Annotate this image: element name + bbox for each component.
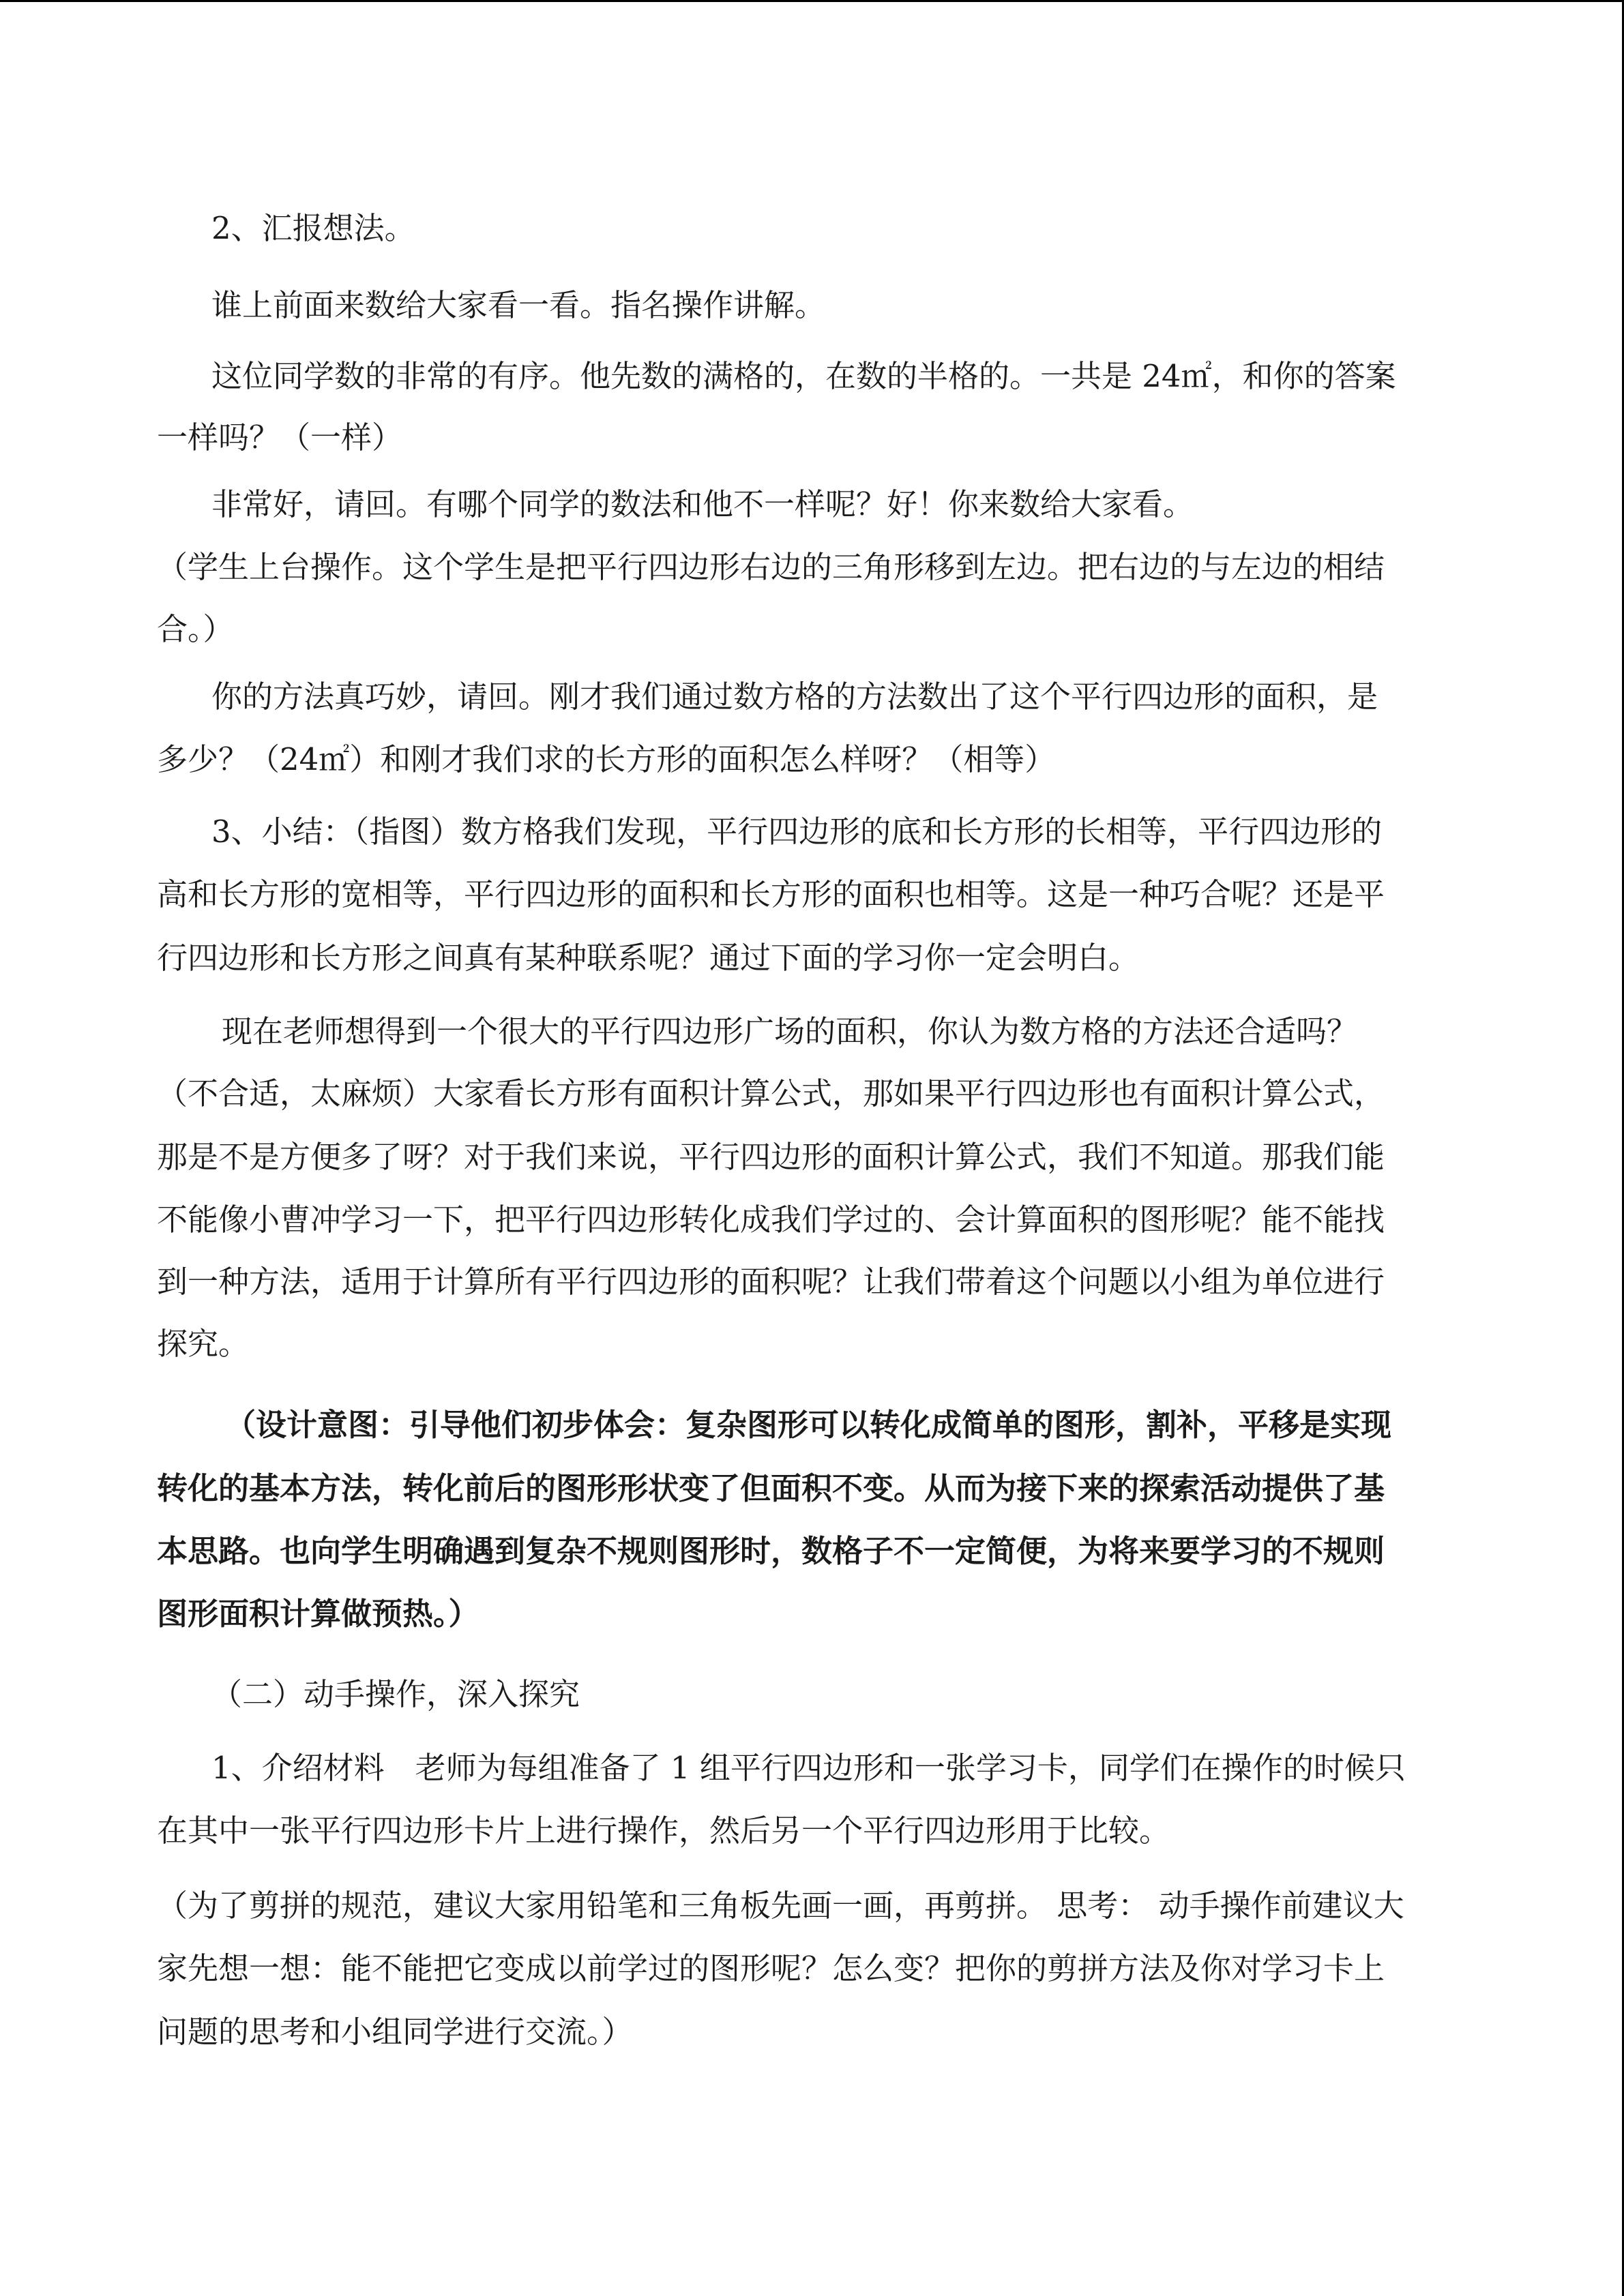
- paragraph-line: 探究。: [157, 1326, 250, 1362]
- design-intent-line: （设计意图：引导他们初步体会：复杂图形可以转化成简单的图形，割补，平移是实现: [225, 1407, 1392, 1443]
- paragraph-line: 3、小结：（指图）数方格我们发现，平行四边形的底和长方形的长相等，平行四边形的: [211, 814, 1383, 850]
- paragraph-line: （不合适，太麻烦）大家看长方形有面积计算公式，那如果平行四边形也有面积计算公式，: [157, 1075, 1385, 1112]
- paragraph-line: 谁上前面来数给大家看一看。指名操作讲解。: [211, 287, 826, 323]
- design-intent-line: 图形面积计算做预热。）: [157, 1596, 479, 1632]
- paragraph-line: 这位同学数的非常的有序。他先数的满格的，在数的半格的。一共是 24㎡，和你的答案: [211, 358, 1396, 394]
- paragraph-line: 在其中一张平行四边形卡片上进行操作，然后另一个平行四边形用于比较。: [157, 1813, 1170, 1849]
- design-intent-line: 本思路。也向学生明确遇到复杂不规则图形时，数格子不一定简便，为将来要学习的不规则: [157, 1533, 1385, 1569]
- paragraph-line: 一样吗？（一样）: [157, 419, 403, 456]
- paragraph-line: 多少？（24㎡）和刚才我们求的长方形的面积怎么样呀？（相等）: [157, 741, 1056, 777]
- paragraph-line: （学生上台操作。这个学生是把平行四边形右边的三角形移到左边。把右边的与左边的相结: [157, 549, 1385, 585]
- paragraph-line: 不能像小曹冲学习一下，把平行四边形转化成我们学过的、会计算面积的图形呢？能不能找: [157, 1202, 1385, 1238]
- paragraph-line: 现在老师想得到一个很大的平行四边形广场的面积，你认为数方格的方法还合适吗？: [222, 1013, 1358, 1049]
- heading-report-ideas: 2、汇报想法。: [211, 210, 415, 246]
- paragraph-line: 非常好，请回。有哪个同学的数法和他不一样呢？好！你来数给大家看。: [211, 486, 1194, 522]
- paragraph-line: 家先想一想：能不能把它变成以前学过的图形呢？怎么变？把你的剪拼方法及你对学习卡上: [157, 1950, 1385, 1986]
- design-intent-line: 转化的基本方法，转化前后的图形形状变了但面积不变。从而为接下来的探索活动提供了基: [157, 1470, 1385, 1506]
- paragraph-line: 高和长方形的宽相等，平行四边形的面积和长方形的面积也相等。这是一种巧合呢？还是平: [157, 876, 1385, 912]
- paragraph-line: 问题的思考和小组同学进行交流。）: [157, 2014, 633, 2050]
- paragraph-line: 行四边形和长方形之间真有某种联系呢？通过下面的学习你一定会明白。: [157, 940, 1140, 976]
- paragraph-line: 到一种方法，适用于计算所有平行四边形的面积呢？让我们带着这个问题以小组为单位进行: [157, 1264, 1385, 1300]
- paragraph-line: 那是不是方便多了呀？对于我们来说，平行四边形的面积计算公式，我们不知道。那我们能: [157, 1139, 1385, 1175]
- section-heading: （二）动手操作，深入探究: [211, 1676, 580, 1712]
- paragraph-line: 1、介绍材料 老师为每组准备了 1 组平行四边形和一张学习卡，同学们在操作的时候只: [211, 1750, 1406, 1786]
- paragraph-line: 你的方法真巧妙，请回。刚才我们通过数方格的方法数出了这个平行四边形的面积，是: [211, 679, 1378, 715]
- paragraph-line: （为了剪拼的规范，建议大家用铅笔和三角板先画一画，再剪拼。 思考： 动手操作前建议大: [157, 1888, 1404, 1924]
- paragraph-line: 合。）: [157, 611, 234, 647]
- top-border: [0, 0, 1624, 2]
